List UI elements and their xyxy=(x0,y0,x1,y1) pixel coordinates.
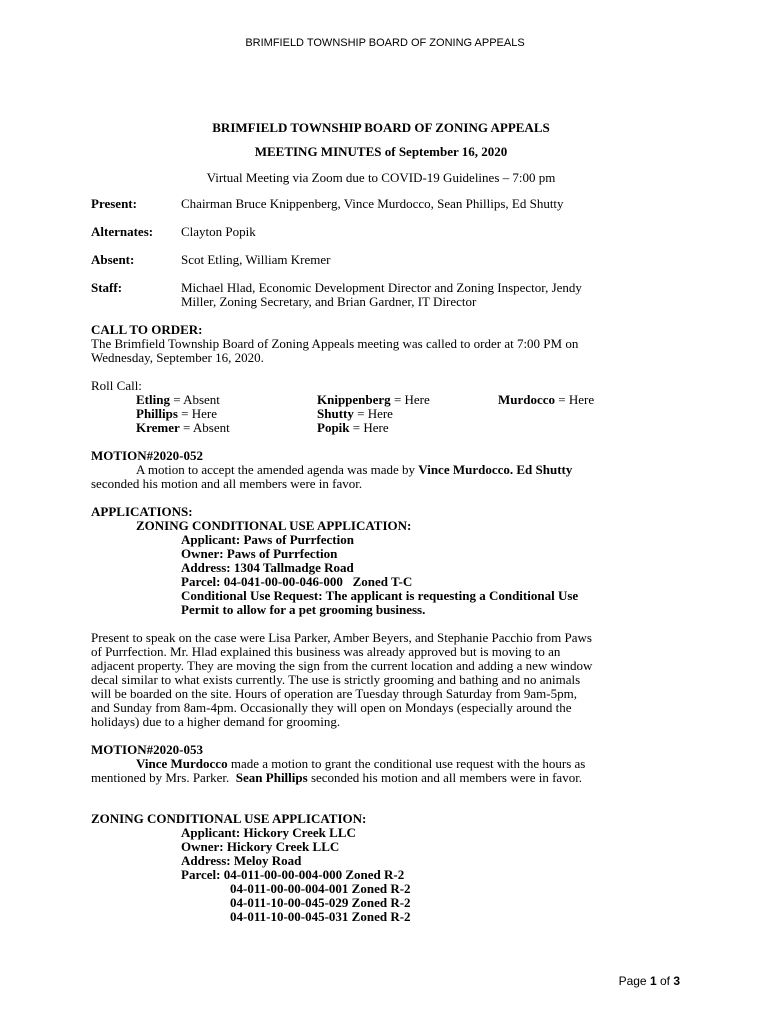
call-to-order-text: The Brimfield Township Board of Zoning Appeals meeting was called to order at 7:00 PM on xyxy=(91,336,579,351)
staff-line: Michael Hlad, Economic Development Director and Zoning Inspector, Jendy xyxy=(181,280,582,295)
roll-call-heading: Roll Call: xyxy=(91,378,142,393)
absent-value: Scot Etling, William Kremer xyxy=(181,252,331,267)
roll-call-entry: Shutty = Here xyxy=(317,406,393,421)
discussion-line: holidays) due to a higher demand for grooming. xyxy=(91,714,341,729)
present-row xyxy=(91,197,671,211)
application-address: Address: 1304 Tallmadge Road xyxy=(181,560,354,575)
call-to-order-section xyxy=(91,323,671,365)
application-parcel: 04-011-10-00-045-029 Zoned R-2 xyxy=(230,895,411,910)
alternates-label: Alternates: xyxy=(91,224,154,239)
alternates-value: Clayton Popik xyxy=(181,224,256,239)
roll-call-grid xyxy=(136,393,671,435)
roll-call-entry: Etling = Absent xyxy=(136,392,220,407)
application-address: Address: Meloy Road xyxy=(181,853,302,868)
application-request: Permit to allow for a pet grooming business. xyxy=(181,602,426,617)
motion-text: seconded his motion and all members were in favor. xyxy=(91,476,363,491)
roll-call-entry: Murdocco = Here xyxy=(498,392,595,407)
page-number-footer: Page 1 of 3 xyxy=(618,974,680,988)
discussion-line: adjacent property. They are moving the sign from the current location and adding a new window xyxy=(91,658,593,673)
application-heading: ZONING CONDITIONAL USE APPLICATION: xyxy=(91,811,367,826)
motion-text: A motion to accept the amended agenda was made by Vince Murdocco. Ed Shutty xyxy=(136,462,573,477)
application-parcel: Parcel: 04-011-00-00-004-000 Zoned R-2 xyxy=(181,867,405,882)
alternates-row xyxy=(91,225,671,239)
discussion-line: of Purrfection. Mr. Hlad explained this business was already approved but is moving to an xyxy=(91,644,561,659)
roll-call-entry xyxy=(498,421,648,435)
document-title: BRIMFIELD TOWNSHIP BOARD OF ZONING APPEALS xyxy=(212,120,550,135)
application-request: Conditional Use Request: The applicant is requesting a Conditional Use xyxy=(181,588,579,603)
application-parcel: 04-011-00-00-004-001 Zoned R-2 xyxy=(230,881,411,896)
application-heading: ZONING CONDITIONAL USE APPLICATION: xyxy=(136,518,412,533)
discussion-line: and Sunday from 8am-4pm. Occasionally they will open on Mondays (especially around the xyxy=(91,700,572,715)
staff-row xyxy=(91,281,671,309)
motion-heading: MOTION#2020-053 xyxy=(91,742,203,757)
absent-row xyxy=(91,253,671,267)
roll-call-section xyxy=(91,379,671,435)
application-parcel: Parcel: 04-041-00-00-046-000 Zoned T-C xyxy=(181,574,413,589)
roll-call-entry: Popik = Here xyxy=(317,420,389,435)
present-value: Chairman Bruce Knippenberg, Vince Murdocco, Sean Phillips, Ed Shutty xyxy=(181,196,564,211)
running-header: BRIMFIELD TOWNSHIP BOARD OF ZONING APPEALS xyxy=(245,37,525,49)
discussion-line: decal similar to what exists currently. The use is strictly grooming and bathing and no animals xyxy=(91,672,581,687)
call-to-order-text: Wednesday, September 16, 2020. xyxy=(91,350,264,365)
application-owner: Owner: Hickory Creek LLC xyxy=(181,839,340,854)
discussion-paragraph xyxy=(91,631,671,729)
application-applicant: Applicant: Hickory Creek LLC xyxy=(181,825,356,840)
motion-heading: MOTION#2020-052 xyxy=(91,448,203,463)
staff-value xyxy=(181,281,671,309)
roll-call-entry: Phillips = Here xyxy=(136,406,218,421)
application-owner: Owner: Paws of Purrfection xyxy=(181,546,338,561)
motion-text: mentioned by Mrs. Parker. Sean Phillips seconded his motion and all members were in favor. xyxy=(91,770,583,785)
motion-053-section xyxy=(91,743,671,785)
roll-call-entry xyxy=(498,407,648,421)
staff-line: Miller, Zoning Secretary, and Brian Gardner, IT Director xyxy=(181,294,477,309)
absent-label: Absent: xyxy=(91,252,135,267)
motion-052-section xyxy=(91,449,671,491)
staff-label: Staff: xyxy=(91,280,123,295)
document-subtitle: MEETING MINUTES of September 16, 2020 xyxy=(254,144,508,159)
motion-text: Vince Murdocco made a motion to grant the conditional use request with the hours as xyxy=(136,756,586,771)
discussion-line: Present to speak on the case were Lisa Parker, Amber Beyers, and Stephanie Pacchio from Paws xyxy=(91,630,592,645)
applications-heading: APPLICATIONS: xyxy=(91,504,193,519)
applications-section xyxy=(91,505,671,617)
application-parcel: 04-011-10-00-045-031 Zoned R-2 xyxy=(230,909,411,924)
document-body xyxy=(91,121,671,924)
meeting-info: Virtual Meeting via Zoom due to COVID-19 Guidelines – 7:00 pm xyxy=(206,170,556,185)
roll-call-entry: Kremer = Absent xyxy=(136,420,230,435)
call-to-order-heading: CALL TO ORDER: xyxy=(91,322,203,337)
discussion-line: will be boarded on the site. Hours of operation are Tuesday through Saturday from 9am-5pm, xyxy=(91,686,577,701)
present-label: Present: xyxy=(91,196,137,211)
roll-call-entry: Knippenberg = Here xyxy=(317,392,430,407)
application-2-section xyxy=(91,812,671,924)
application-applicant: Applicant: Paws of Purrfection xyxy=(181,532,354,547)
